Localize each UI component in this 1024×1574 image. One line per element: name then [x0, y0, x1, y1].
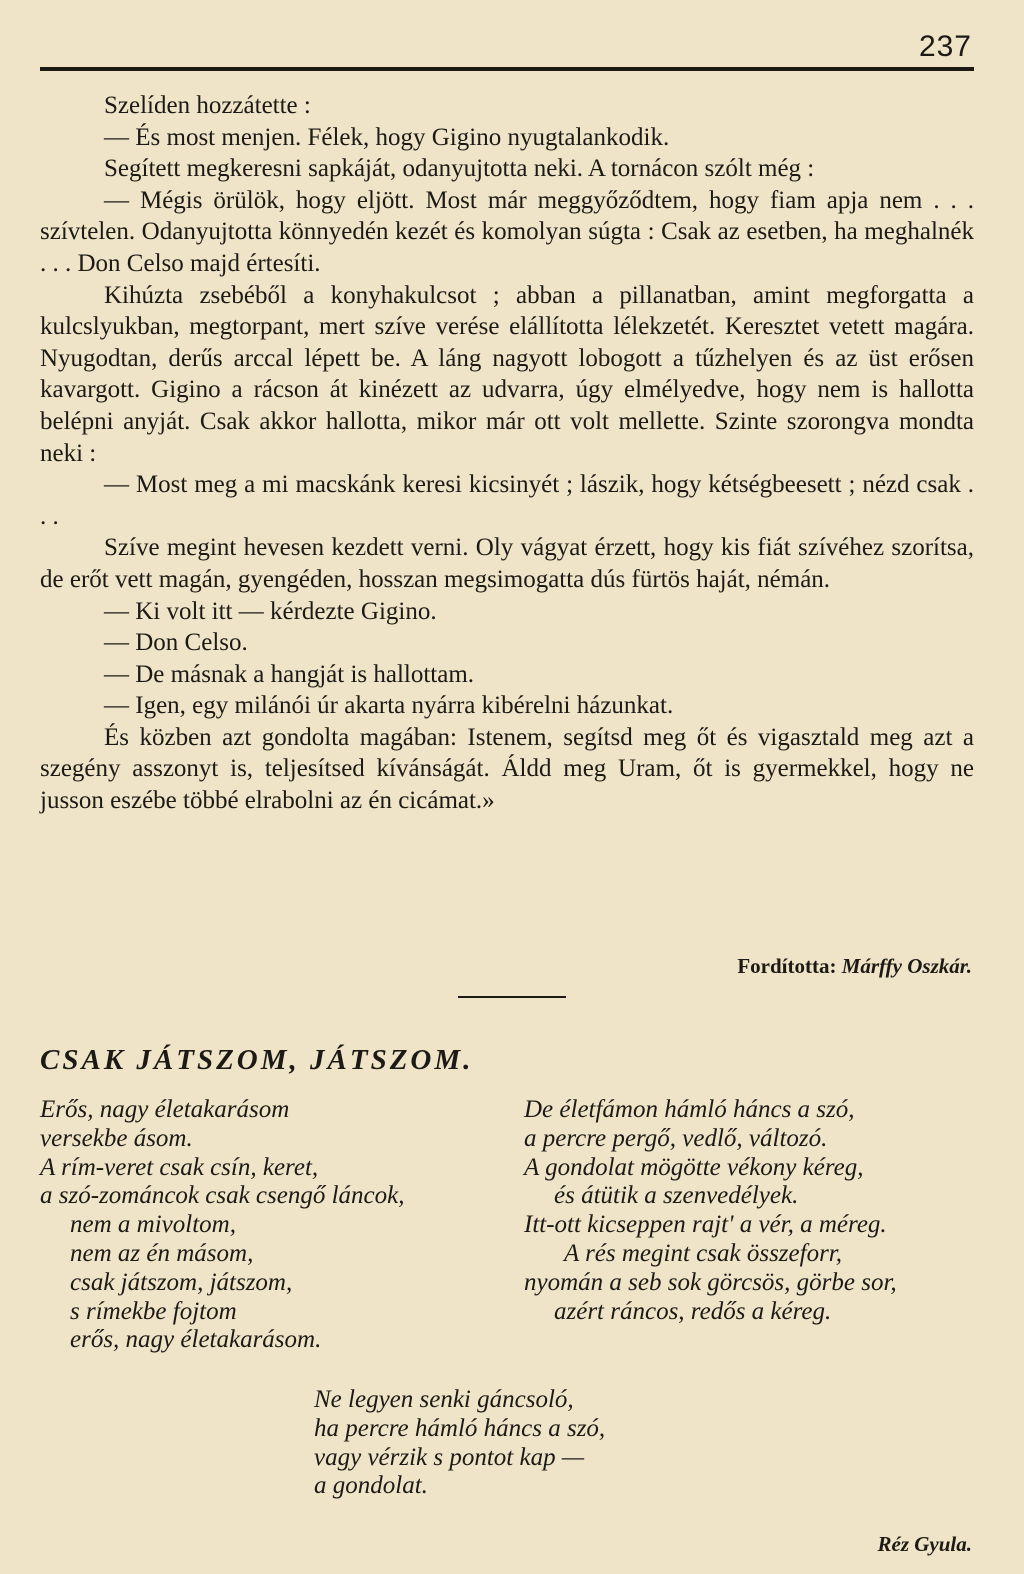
prose-paragraph: Szelíden hozzátette :: [104, 92, 311, 119]
poem-line: A rím-veret csak csín, keret,: [40, 1153, 319, 1181]
prose-paragraph: Segített megkeresni sapkáját, odanyujtotta neki. A tornácon szólt még :: [104, 155, 815, 183]
translator-label: Fordította:: [737, 954, 837, 978]
translator-credit: [737, 954, 972, 979]
poem-line: vagy vérzik s pontot kap —: [314, 1443, 585, 1471]
poem-line: csak játszom, játszom,: [70, 1268, 293, 1296]
poem-author: Réz Gyula.: [877, 1532, 972, 1556]
section-divider: [458, 996, 566, 998]
poem-line: nyomán a seb sok görcsös, görbe sor,: [524, 1268, 897, 1296]
poem-line: és átütik a szenvedélyek.: [554, 1182, 799, 1210]
poem-stanza-bottom: [314, 1386, 605, 1501]
poem-line: A rés megint csak összeforr,: [564, 1239, 843, 1267]
poem-line: nem az én másom,: [70, 1239, 254, 1267]
poem-line: a gondolat.: [314, 1472, 428, 1500]
prose-paragraph: Kihúzta zsebéből a konyhakulcsot ; abban a pillanatban, amint megforgatta a kulcslyukban, megtorpant, mert szíve verése elállította lélekzetét. Keresztet vetett magára. Nyugodtan, derűs arccal lépett be. A láng nagyott lobogott a tűzhelyen és az üst erősen kavargott. Gigino a rácson át kinézett az udvarra, úgy elmélyedve, hogy nem is hallotta belépni anyját. Csak akkor hallotta, mikor már ott volt mellette. Szinte szorongva mondta neki :: [40, 281, 974, 467]
poem-stanza-left: [40, 1096, 405, 1355]
prose-paragraph: — De másnak a hangját is hallottam.: [104, 660, 475, 688]
poem-line: versekbe ásom.: [40, 1124, 193, 1152]
poem-line: ha percre hámló háncs a szó,: [314, 1414, 606, 1442]
prose-body: [40, 90, 974, 817]
page-number: 237: [918, 30, 972, 63]
translator-name: Márffy Oszkár.: [841, 954, 972, 978]
poem-line: Erős, nagy életakarásom: [40, 1096, 290, 1123]
header-rule: [40, 67, 974, 71]
poem-stanza-right: [524, 1096, 897, 1326]
poem-line: erős, nagy életakarásom.: [70, 1326, 322, 1354]
prose-paragraph: — Igen, egy milánói úr akarta nyárra kibérelni házunkat.: [104, 692, 674, 720]
prose-paragraph: — Don Celso.: [104, 629, 248, 657]
prose-paragraph: — Most meg a mi macskánk keresi kicsinyét ; lászik, hogy kétségbeesett ; nézd csak . . .: [40, 471, 974, 530]
prose-paragraph: És közben azt gondolta magában: Istenem, segítsd meg őt és vigasztald meg azt a szegény asszonyt is, teljesítsed kívánságát. Áldd meg Uram, őt is gyermekkel, hogy ne jusson eszébe többé elrabolni az én cicámat.»: [40, 723, 974, 815]
poem-line: azért ráncos, redős a kéreg.: [554, 1297, 832, 1325]
poem-title: CSAK JÁTSZOM, JÁTSZOM.: [40, 1044, 474, 1076]
poem-line: Itt-ott kicseppen rajt' a vér, a méreg.: [524, 1211, 887, 1239]
poem-line: nem a mivoltom,: [70, 1211, 236, 1239]
prose-paragraph: — Ki volt itt — kérdezte Gigino.: [104, 597, 437, 625]
poem-line: s rímekbe fojtom: [70, 1297, 237, 1325]
poem-line: Ne legyen senki gáncsoló,: [314, 1386, 574, 1413]
poem-line: A gondolat mögötte vékony kéreg,: [524, 1153, 864, 1181]
prose-paragraph: — És most menjen. Félek, hogy Gigino nyugtalankodik.: [104, 123, 670, 151]
prose-paragraph: Szíve megint hevesen kezdett verni. Oly vágyat érzett, hogy kis fiát szívéhez szorítsa, de erőt vett magán, gyengéden, hosszan megsimogatta dús fürtös haját, némán.: [40, 534, 974, 593]
poem-line: a szó-zománcok csak csengő láncok,: [40, 1182, 405, 1210]
prose-paragraph: — Mégis örülök, hogy eljött. Most már meggyőződtem, hogy fiam apja nem . . . szívtelen. Odanyujtotta könnyedén kezét és komolyan súgta : Csak az esetben, ha meghalnék . . . Don Celso majd értesíti.: [40, 186, 974, 277]
poem-line: a percre pergő, vedlő, változó.: [524, 1124, 828, 1152]
poem-line: De életfámon hámló háncs a szó,: [524, 1096, 855, 1123]
